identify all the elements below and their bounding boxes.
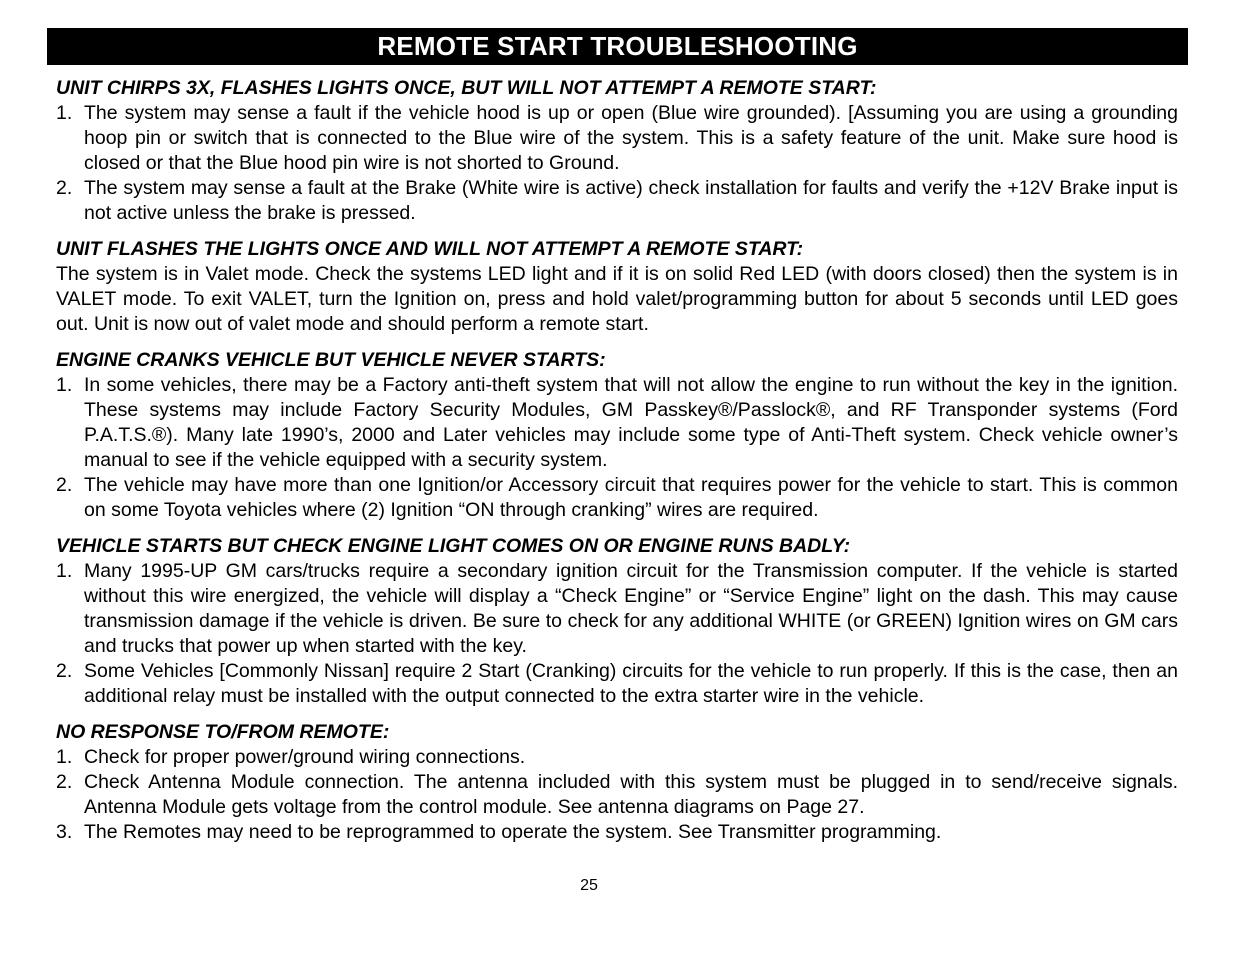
list-item [56,473,1178,523]
list-item-number: 3. [56,821,73,843]
list-item-number: 2. [56,474,73,496]
list-item-text: The vehicle may have more than one Ignition/or Accessory circuit that requires power for the vehicle to start. This is common on some Toyota vehicles where (2) Ignition “ON through cranking” wires are required. [84,474,1178,521]
list-item-text: The Remotes may need to be reprogrammed to operate the system. See Transmitter programming. [84,821,942,843]
list-item-text: Some Vehicles [Commonly Nissan] require 2 Start (Cranking) circuits for the vehicle to run properly. If this is the case, then an additional relay must be installed with the output connected to the extra starter wire in the vehicle. [84,660,1178,707]
list-item-text: The system may sense a fault at the Brake (White wire is active) check installation for faults and verify the +12V Brake input is not active unless the brake is pressed. [84,177,1178,224]
section-check-engine-light [56,534,1178,709]
list-item [56,101,1178,176]
list-item [56,559,1178,659]
list-item-number: 1. [56,746,73,768]
section-heading: ENGINE CRANKS VEHICLE BUT VEHICLE NEVER STARTS: [56,349,606,371]
list-item-text: In some vehicles, there may be a Factory anti-theft system that will not allow the engine to run without the key in the ignition. These systems may include Factory Security Modules, GM Passkey®/Passlock®, and RF Transponder systems (Ford P.A.T.S.®). Many late 1990’s, 2000 and Later vehicles may include some type of Anti-Theft system. Check vehicle owner’s manual to see if the vehicle equipped with a security system. [84,374,1178,471]
section-heading: UNIT FLASHES THE LIGHTS ONCE AND WILL NOT ATTEMPT A REMOTE START: [56,238,804,260]
list-item [56,820,1178,845]
page-title: REMOTE START TROUBLESHOOTING [47,28,1188,65]
list-item-text: Check Antenna Module connection. The antenna included with this system must be plugged in to send/receive signals. Antenna Module gets voltage from the control module. See antenna diagrams on Page 27. [84,771,1178,818]
section-heading: NO RESPONSE TO/FROM REMOTE: [56,721,390,743]
section-heading: VEHICLE STARTS BUT CHECK ENGINE LIGHT COMES ON OR ENGINE RUNS BADLY: [56,535,851,557]
list-item-number: 1. [56,102,73,124]
section-paragraph: The system is in Valet mode. Check the systems LED light and if it is on solid Red LED (with doors closed) then the system is in VALET mode. To exit VALET, turn the Ignition on, press and hold valet/programming button for about 5 seconds until LED goes out. Unit is now out of valet mode and should perform a remote start. [56,263,1178,335]
list-item-number: 1. [56,560,73,582]
page-number: 25 [580,877,598,894]
section-chirps-3x [56,76,1178,226]
list-item [56,770,1178,820]
section-valet-mode [56,237,1178,337]
section-engine-cranks [56,348,1178,523]
numbered-list [56,373,1178,523]
list-item [56,659,1178,709]
list-item-text: Many 1995-UP GM cars/trucks require a secondary ignition circuit for the Transmission computer. If the vehicle is started without this wire energized, the vehicle will display a “Check Engine” or “Service Engine” light on the dash. This may cause transmission damage if the vehicle is driven. Be sure to check for any additional WHITE (or GREEN) Ignition wires on GM cars and trucks that power up when started with the key. [84,560,1178,657]
list-item-text: Check for proper power/ground wiring connections. [84,746,526,768]
list-item-number: 2. [56,660,73,682]
list-item [56,373,1178,473]
list-item-number: 2. [56,771,73,793]
section-heading: UNIT CHIRPS 3X, FLASHES LIGHTS ONCE, BUT WILL NOT ATTEMPT A REMOTE START: [56,77,877,99]
list-item [56,176,1178,226]
list-item-number: 2. [56,177,73,199]
section-no-response [56,720,1178,845]
list-item [56,745,1178,770]
troubleshooting-content [56,76,1178,856]
list-item-number: 1. [56,374,73,396]
numbered-list [56,745,1178,845]
numbered-list [56,101,1178,226]
list-item-text: The system may sense a fault if the vehicle hood is up or open (Blue wire grounded). [Assuming you are using a grounding hoop pin or switch that is connected to the Blue wire of the system. This is a safety feature of the unit. Make sure hood is closed or that the Blue hood pin wire is not shorted to Ground. [84,102,1178,174]
numbered-list [56,559,1178,709]
